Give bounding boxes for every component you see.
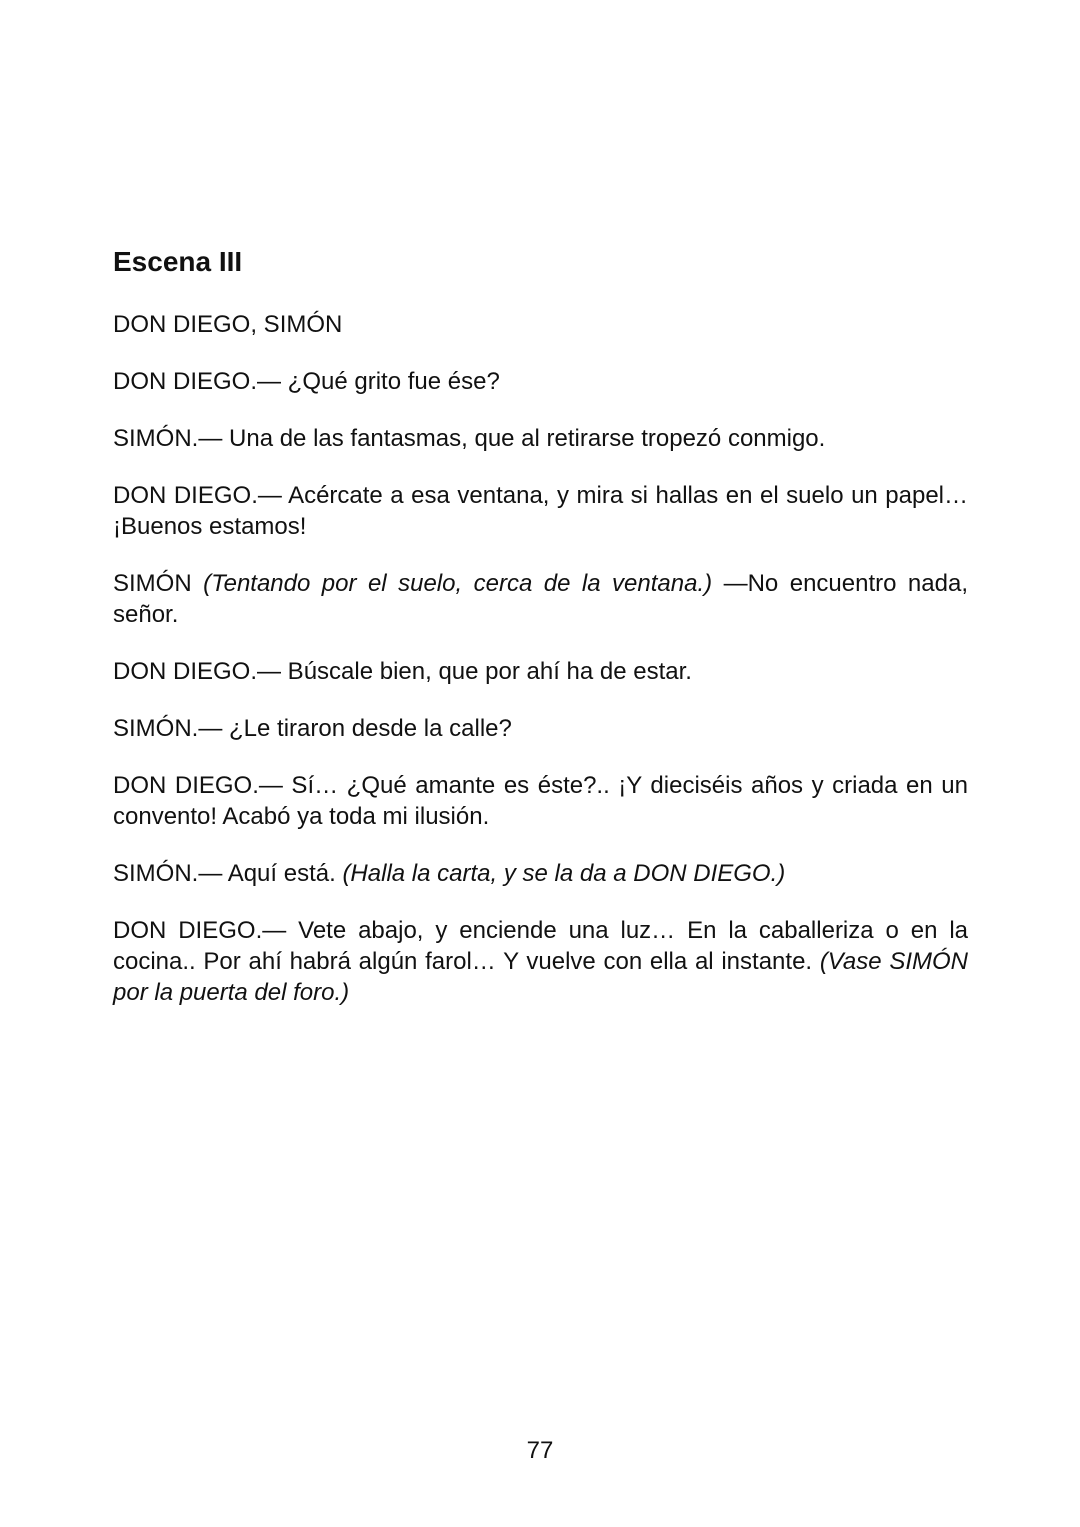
speaker: DON DIEGO.— <box>113 482 282 509</box>
speaker: SIMÓN.— <box>113 425 223 452</box>
dialogue-line <box>113 480 968 542</box>
speech: ¿Le tiraron desde la calle? <box>222 715 512 742</box>
speaker: DON DIEGO.— <box>113 368 282 395</box>
speech: —No encuentro nada, señor. <box>113 570 968 628</box>
speech: Sí… ¿Qué amante es éste?.. ¡Y dieciséis años y criada en un convento! Acabó ya toda mi ilusión. <box>113 772 968 830</box>
speech: Aquí está. <box>222 860 343 887</box>
speech: Una de las fantasmas, que al retirarse tropezó conmigo. <box>222 425 826 452</box>
speech: Búscale bien, que por ahí ha de estar. <box>281 658 692 685</box>
dialogue-line <box>113 656 968 687</box>
stage-direction: (Vase SIMÓN por la puerta del foro.) <box>113 948 969 1006</box>
page-body <box>113 240 968 1034</box>
speaker: SIMÓN.— <box>113 715 223 742</box>
dialogue-line <box>113 858 968 889</box>
dialogue-line <box>113 568 968 630</box>
scene-title: Escena III <box>113 246 243 277</box>
dialogue-line <box>113 915 968 1008</box>
speaker: SIMÓN.— <box>113 860 223 887</box>
dialogue-line <box>113 770 968 832</box>
speaker: DON DIEGO.— <box>113 917 287 944</box>
speaker: DON DIEGO.— <box>113 658 282 685</box>
scene-cast: DON DIEGO, SIMÓN <box>113 311 343 338</box>
speaker: DON DIEGO.— <box>113 772 283 799</box>
stage-direction: (Halla la carta, y se la da a DON DIEGO.) <box>342 860 786 887</box>
speech: Acércate a esa ventana, y mira si hallas en el suelo un papel… ¡Buenos estamos! <box>113 482 969 540</box>
page-number: 77 <box>526 1437 554 1464</box>
speaker: SIMÓN <box>113 570 204 597</box>
dialogue-line <box>113 423 968 454</box>
dialogue-line <box>113 366 968 397</box>
dialogue-line <box>113 713 968 744</box>
stage-direction: (Tentando por el suelo, cerca de la ventana.) <box>203 570 713 597</box>
speech: ¿Qué grito fue ése? <box>281 368 500 395</box>
speech: Vete abajo, y enciende una luz… En la caballeriza o en la cocina.. Por ahí habrá algún farol… Y vuelve con ella al instante. <box>113 917 969 975</box>
